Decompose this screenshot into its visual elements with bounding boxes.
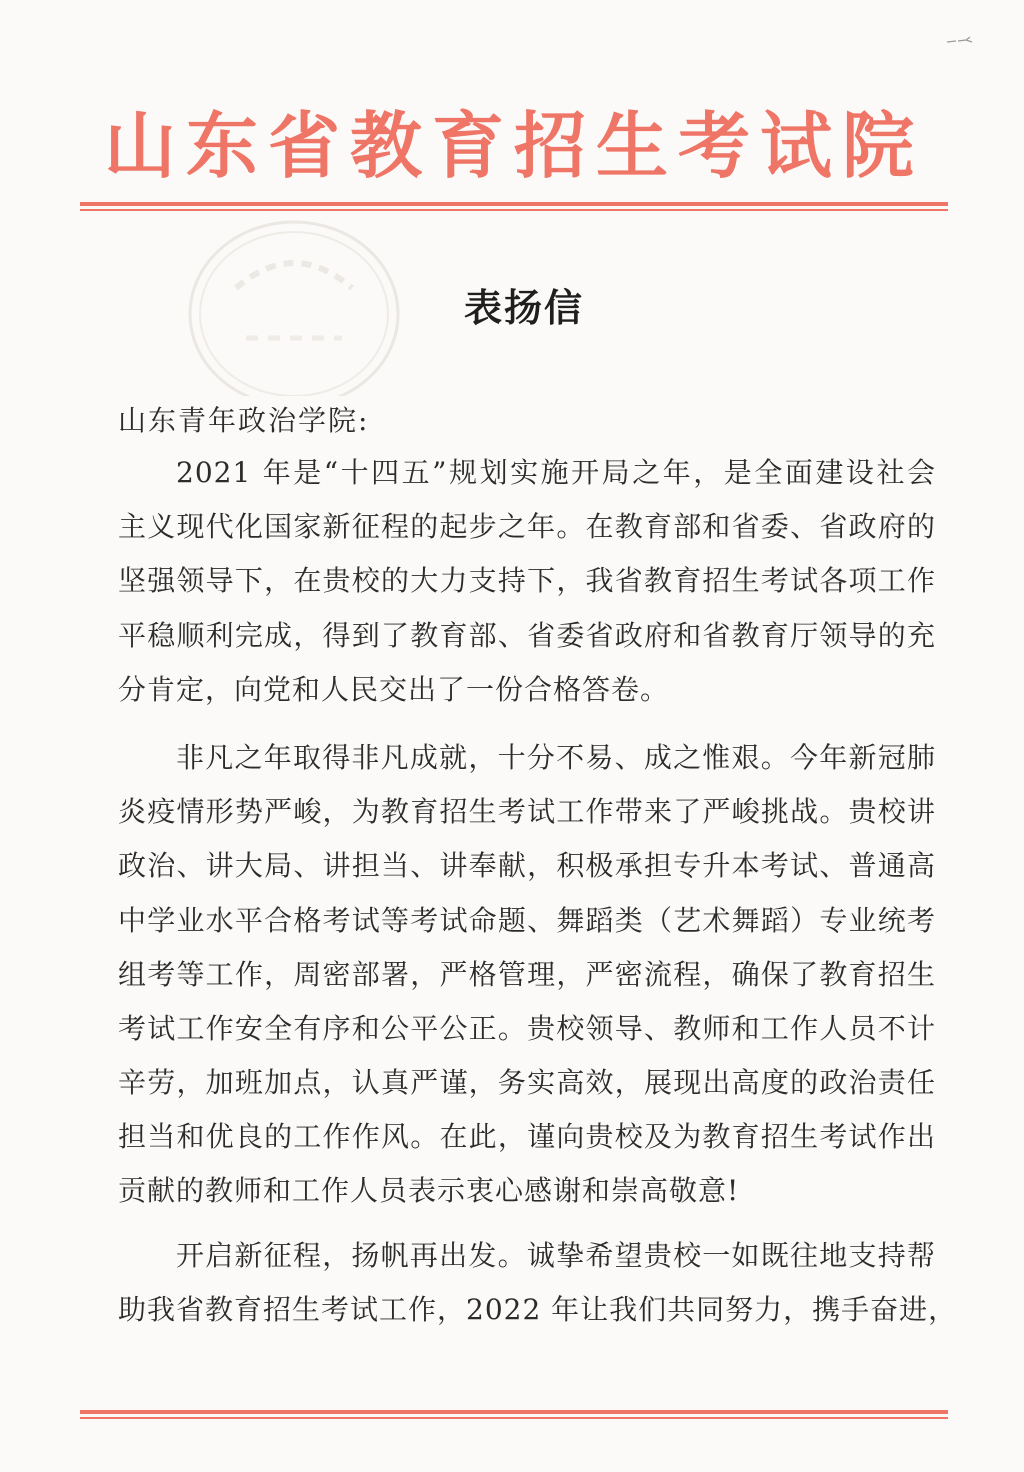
- body-line: 开启新征程，扬帆再出发。诚挚希望贵校一如既往地支持帮: [176, 1238, 936, 1272]
- footer-divider-bottom: [80, 1410, 948, 1419]
- paragraph-1: [118, 446, 936, 717]
- body-line: 政治、讲大局、讲担当、讲奉献，积极承担专升本考试、普通高: [118, 849, 936, 883]
- letterhead-organization: 山东省教育招生考试院: [103, 104, 924, 188]
- salutation: 山东青年政治学院:: [118, 404, 370, 437]
- body-line: 助我省教育招生考试工作，2022 年让我们共同努力，携手奋进，: [118, 1292, 958, 1326]
- body-line: 组考等工作，周密部署，严格管理，严密流程，确保了教育招生: [118, 957, 936, 991]
- body-line: 主义现代化国家新征程的起步之年。在教育部和省委、省政府的: [118, 510, 936, 544]
- body-line: 平稳顺利完成，得到了教育部、省委省政府和省教育厅领导的充: [118, 618, 936, 652]
- letterhead-divider-top: [80, 202, 948, 211]
- paragraph-3: [118, 1229, 958, 1337]
- body-line: 考试工作安全有序和公平公正。贵校领导、教师和工作人员不计: [118, 1011, 936, 1045]
- body-line: 分肯定，向党和人民交出了一份合格答卷。: [118, 672, 670, 706]
- body-line: 辛劳，加班加点，认真严谨，务实高效，展现出高度的政治责任: [118, 1066, 936, 1100]
- body-line: 非凡之年取得非凡成就，十分不易、成之惟艰。今年新冠肺: [176, 740, 936, 774]
- corner-pen-mark: [946, 34, 974, 46]
- body-line: 担当和优良的工作作风。在此，谨向贵校及为教育招生考试作出: [118, 1120, 936, 1154]
- body-line: 贡献的教师和工作人员表示衷心感谢和崇高敬意!: [118, 1174, 740, 1208]
- paragraph-2: [118, 731, 936, 1219]
- letter-body: [118, 446, 958, 1337]
- body-line: 坚强领导下，在贵校的大力支持下，我省教育招生考试各项工作: [118, 564, 936, 598]
- body-line: 炎疫情形势严峻，为教育招生考试工作带来了严峻挑战。贵校讲: [118, 795, 936, 829]
- body-line: 中学业水平合格考试等考试命题、舞蹈类（艺术舞蹈）专业统考: [118, 903, 936, 937]
- body-line: 2021 年是“十四五”规划实施开局之年，是全面建设社会: [176, 456, 936, 489]
- document-title: 表扬信: [463, 285, 584, 330]
